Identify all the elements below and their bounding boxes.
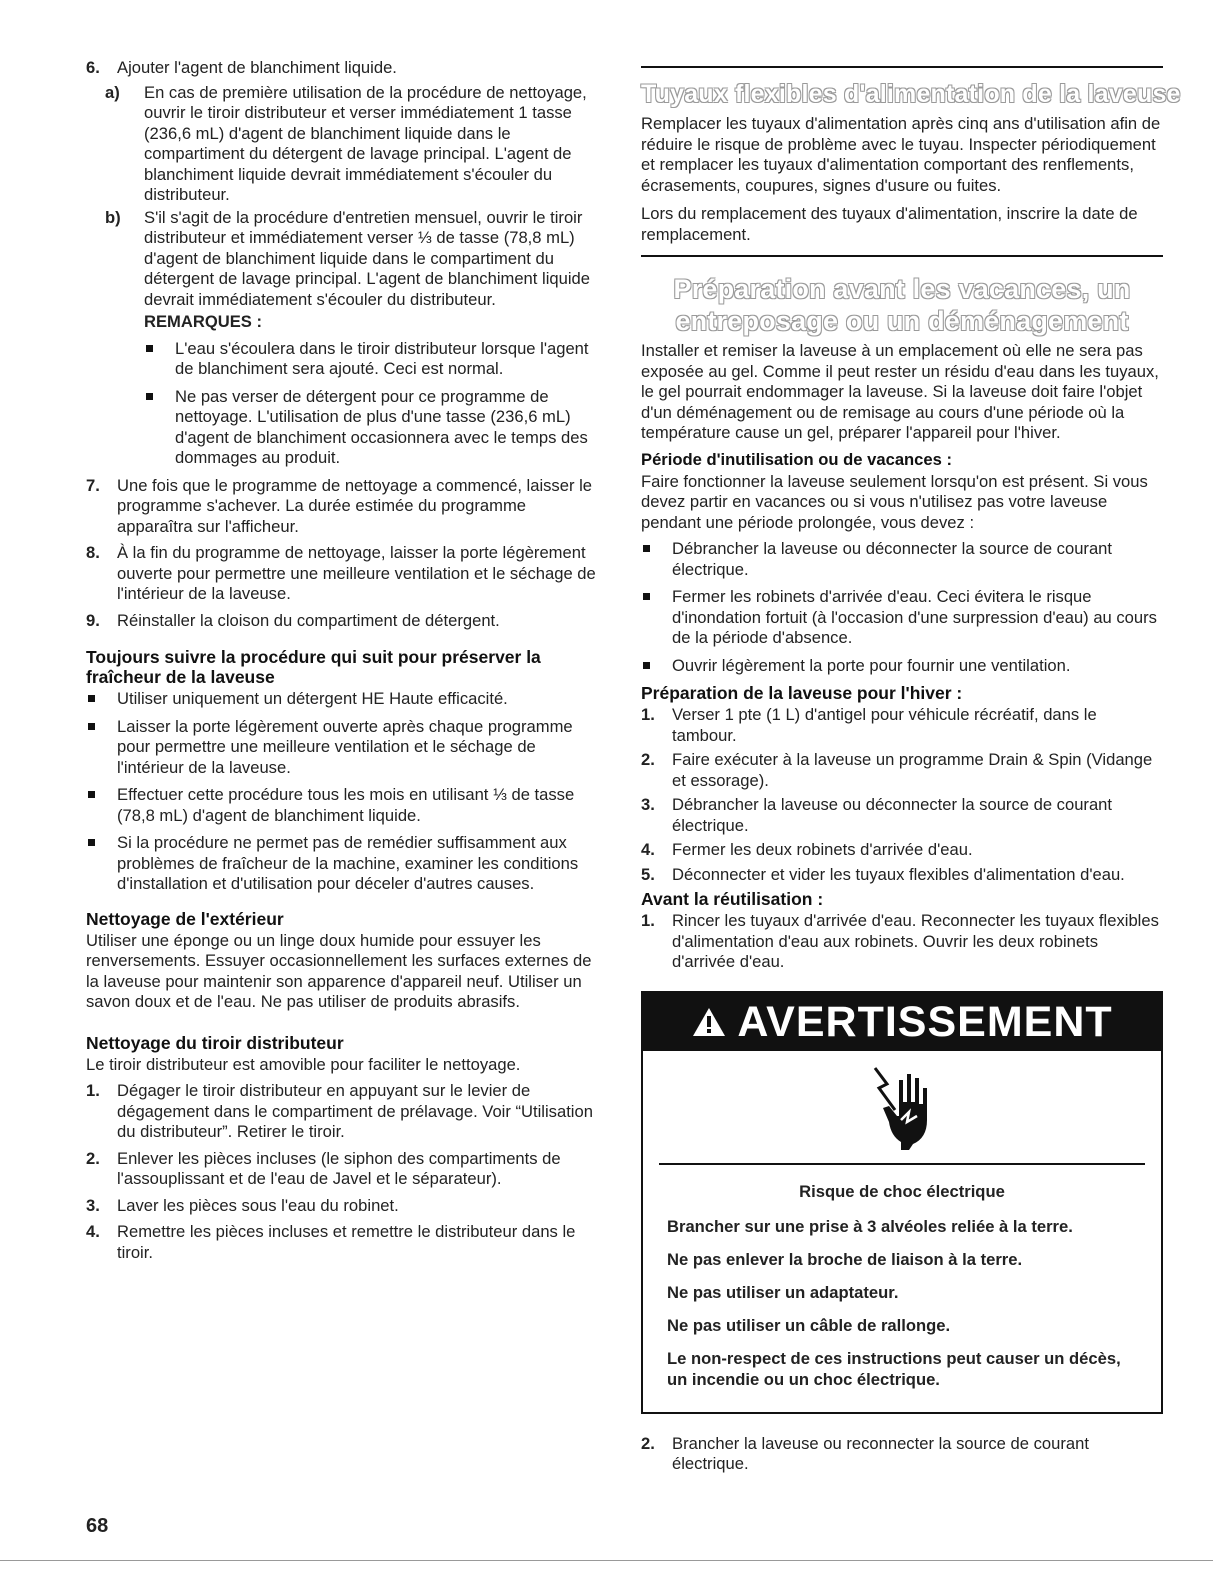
tiroir-step: 2. Enlever les pièces incluses (le siphon des compartiments de l'assouplissant et de l'eau de Javel et le séparateur). xyxy=(86,1148,561,1188)
step-6a-text: En cas de première utilisation de la procédure de nettoyage, ouvrir le tiroir distributeur et verser immédiatement 1 tasse (236,6 mL) d'agent de blanchiment liquide dans le compartiment du détergent de lavage principal. L'agent de blanchiment liquide devrait immédiatement s'écouler du distributeur. xyxy=(144,82,587,204)
hiver-step: 5. Déconnecter et vider les tuyaux flexibles d'alimentation d'eau. xyxy=(641,864,1125,884)
tuyaux-p2: Lors du remplacement des tuyaux d'alimentation, inscrire la date de remplacement. xyxy=(641,204,1138,244)
bullet-icon xyxy=(146,345,153,352)
reutil-heading: Avant la réutilisation : xyxy=(641,889,824,909)
section-divider xyxy=(641,66,1163,68)
warning-risk: Risque de choc électrique xyxy=(799,1181,1005,1201)
electric-shock-hand-icon xyxy=(857,1062,947,1152)
warning-header xyxy=(643,993,1161,1051)
bullet-icon xyxy=(643,662,650,669)
tuyaux-title: Tuyaux flexibles d'alimentation de la laveuse xyxy=(641,80,1181,108)
step-6b: b) S'il s'agit de la procédure d'entretien mensuel, ouvrir le tiroir distributeur et immédiatement verser ⅓ de tasse (78,8 mL) d'agent de blanchiment liquide dans le compartiment du détergent de lavage principal. L'agent de blanchiment liquide devrait immédiatement s'écouler du distributeur. xyxy=(86,208,606,311)
periode-item: Débrancher la laveuse ou déconnecter la source de courant électrique. xyxy=(641,539,1163,580)
warning-pictogram xyxy=(659,1051,1145,1165)
warning-line: Le non-respect de ces instructions peut causer un décès, un incendie ou un choc électrique. xyxy=(667,1348,1121,1389)
remarques-block xyxy=(86,312,606,469)
step-8: 8. À la fin du programme de nettoyage, laisser la porte légèrement ouverte pour permettre une meilleure ventilation et le séchage de l'intérieur de la laveuse. xyxy=(86,543,596,603)
warning-line: Brancher sur une prise à 3 alvéoles reliée à la terre. xyxy=(667,1216,1073,1236)
bullet-icon xyxy=(643,593,650,600)
step-6a: a) En cas de première utilisation de la procédure de nettoyage, ouvrir le tiroir distributeur et verser immédiatement 1 tasse (236,6 mL) d'agent de blanchiment liquide dans le compartiment du détergent de lavage principal. L'agent de blanchiment liquide devrait immédiatement s'écouler du distributeur. xyxy=(86,83,606,206)
bullet-icon xyxy=(643,545,650,552)
left-column xyxy=(86,58,606,1269)
hiver-step: 4. Fermer les deux robinets d'arrivée d'eau. xyxy=(641,840,973,859)
hiver-step: 2. Faire exécuter à la laveuse un programme Drain & Spin (Vidange et essorage). xyxy=(641,750,1153,790)
step-9: 9. Réinstaller la cloison du compartiment de détergent. xyxy=(86,610,500,630)
periode-text: Faire fonctionner la laveuse seulement lorsqu'on est présent. Si vous devez partir en vacances ou si vous n'utilisez pas votre laveuse pendant une période prolongée, vous devez : xyxy=(641,471,1148,532)
reutil-step-2: 2. Brancher la laveuse ou reconnecter la source de courant électrique. xyxy=(641,1433,1089,1473)
fraicheur-heading: Toujours suivre la procédure qui suit pour préserver la fraîcheur de la laveuse xyxy=(86,647,541,687)
bullet-icon xyxy=(88,791,95,798)
hiver-step: 3. Débrancher la laveuse ou déconnecter la source de courant électrique. xyxy=(641,795,1113,835)
remarque-item: L'eau s'écoulera dans le tiroir distributeur lorsque l'agent de blanchiment sera ajouté. Ceci est normal. xyxy=(144,339,606,380)
warning-line: Ne pas utiliser un adaptateur. xyxy=(667,1282,899,1302)
step-6b-text: S'il s'agit de la procédure d'entretien mensuel, ouvrir le tiroir distributeur et immédiatement verser ⅓ de tasse (78,8 mL) d'agent de blanchiment liquide dans le compartiment du détergent de lavage principal. L'agent de blanchiment liquide devrait immédiatement s'écouler du distributeur. xyxy=(144,207,590,309)
remarque-item: Ne pas verser de détergent pour ce programme de nettoyage. L'utilisation de plus d'une tasse (236,6 mL) d'agent de blanchiment occasionnera avec le temps des dommages au produit. xyxy=(144,387,606,469)
footer-rule xyxy=(0,1560,1213,1561)
hiver-heading: Préparation de la laveuse pour l'hiver : xyxy=(641,683,963,703)
fraicheur-item: Si la procédure ne permet pas de remédier suffisamment aux problèmes de fraîcheur de la machine, examiner les conditions d'installation et d'utilisation pour déceler d'autres causes. xyxy=(86,833,606,895)
fraicheur-item: Laisser la porte légèrement ouverte après chaque programme pour permettre une meilleure ventilation et le séchage de l'intérieur de la laveuse. xyxy=(86,717,606,779)
warning-line: Ne pas utiliser un câble de rallonge. xyxy=(667,1315,951,1335)
bullet-icon xyxy=(88,839,95,846)
remarques-heading: REMARQUES : xyxy=(144,312,263,331)
prep-p1: Installer et remiser la laveuse à un emplacement où elle ne sera pas exposée au gel. Comme il peut rester un résidu d'eau dans les tuyaux, le gel pourrait endommager la laveuse. Si la laveuse doit faire l'objet d'un déménagement ou de remisage au cours d'une période où la température cause un gel, préparer l'appareil pour l'hiver. xyxy=(641,341,1159,442)
tuyaux-p1: Remplacer les tuyaux d'alimentation après cinq ans d'utilisation afin de réduire le risque de problème avec le tuyau. Inspecter périodiquement et remplacer les tuyaux d'alimentation comportant des renflements, écrasements, coupures, signes d'usure ou fuites. xyxy=(641,114,1161,195)
tiroir-step: 3. Laver les pièces sous l'eau du robinet. xyxy=(86,1195,399,1215)
hiver-step: 1. Verser 1 pte (1 L) d'antigel pour véhicule récréatif, dans le tambour. xyxy=(641,705,1097,745)
warning-triangle-icon xyxy=(691,1006,727,1038)
page-number: 68 xyxy=(86,1515,109,1537)
step-7: 7. Une fois que le programme de nettoyage a commencé, laisser le programme s'achever. La durée estimée du programme apparaîtra sur l'afficheur. xyxy=(86,475,593,536)
prep-title-line2: entreposage ou un déménagement xyxy=(675,306,1129,336)
bullet-icon xyxy=(88,723,95,730)
right-column xyxy=(641,66,1181,1481)
tiroir-step: 4. Remettre les pièces incluses et remettre le distributeur dans le tiroir. xyxy=(86,1222,576,1262)
exterieur-text: Utiliser une éponge ou un linge doux humide pour essuyer les renversements. Essuyer occasionnellement les surfaces externes de la laveuse pour maintenir son apparence d'appareil neuf. Utiliser un savon doux et de l'eau. Ne pas utiliser de produits abrasifs. xyxy=(86,930,592,1011)
warning-title: AVERTISSEMENT xyxy=(737,997,1113,1046)
fraicheur-item: Utiliser uniquement un détergent HE Haute efficacité. xyxy=(86,689,606,710)
bullet-icon xyxy=(146,393,153,400)
prep-title-line1: Préparation avant les vacances, un xyxy=(673,274,1131,304)
warning-body xyxy=(643,1165,1161,1412)
step-6-text: Ajouter l'agent de blanchiment liquide. xyxy=(117,58,397,77)
tiroir-step: 1. Dégager le tiroir distributeur en appuyant sur le levier de dégagement dans le compartiment de prélavage. Voir “Utilisation du distributeur”. Retirer le tiroir. xyxy=(86,1081,593,1141)
warning-line: Ne pas enlever la broche de liaison à la terre. xyxy=(667,1249,1023,1269)
warning-box xyxy=(641,991,1163,1414)
exterieur-heading: Nettoyage de l'extérieur xyxy=(86,908,284,929)
periode-item: Fermer les robinets d'arrivée d'eau. Ceci évitera le risque d'inondation fortuit (à l'occasion d'une surpression d'eau) au cours de la période d'absence. xyxy=(641,587,1163,649)
periode-heading: Période d'inutilisation ou de vacances : xyxy=(641,449,953,469)
bullet-icon xyxy=(88,695,95,702)
tiroir-intro: Le tiroir distributeur est amovible pour faciliter le nettoyage. xyxy=(86,1054,521,1074)
tiroir-heading: Nettoyage du tiroir distributeur xyxy=(86,1032,344,1053)
step-6: 6. Ajouter l'agent de blanchiment liquide. xyxy=(86,58,606,79)
periode-item: Ouvrir légèrement la porte pour fournir une ventilation. xyxy=(641,656,1163,677)
reutil-step-1: 1. Rincer les tuyaux d'arrivée d'eau. Reconnecter les tuyaux flexibles d'alimentation d'eau aux robinets. Ouvrir les deux robinets d'arrivée d'eau. xyxy=(641,911,1159,971)
section-divider xyxy=(641,255,1163,257)
fraicheur-item: Effectuer cette procédure tous les mois en utilisant ⅓ de tasse (78,8 mL) d'agent de blanchiment liquide. xyxy=(86,785,606,826)
